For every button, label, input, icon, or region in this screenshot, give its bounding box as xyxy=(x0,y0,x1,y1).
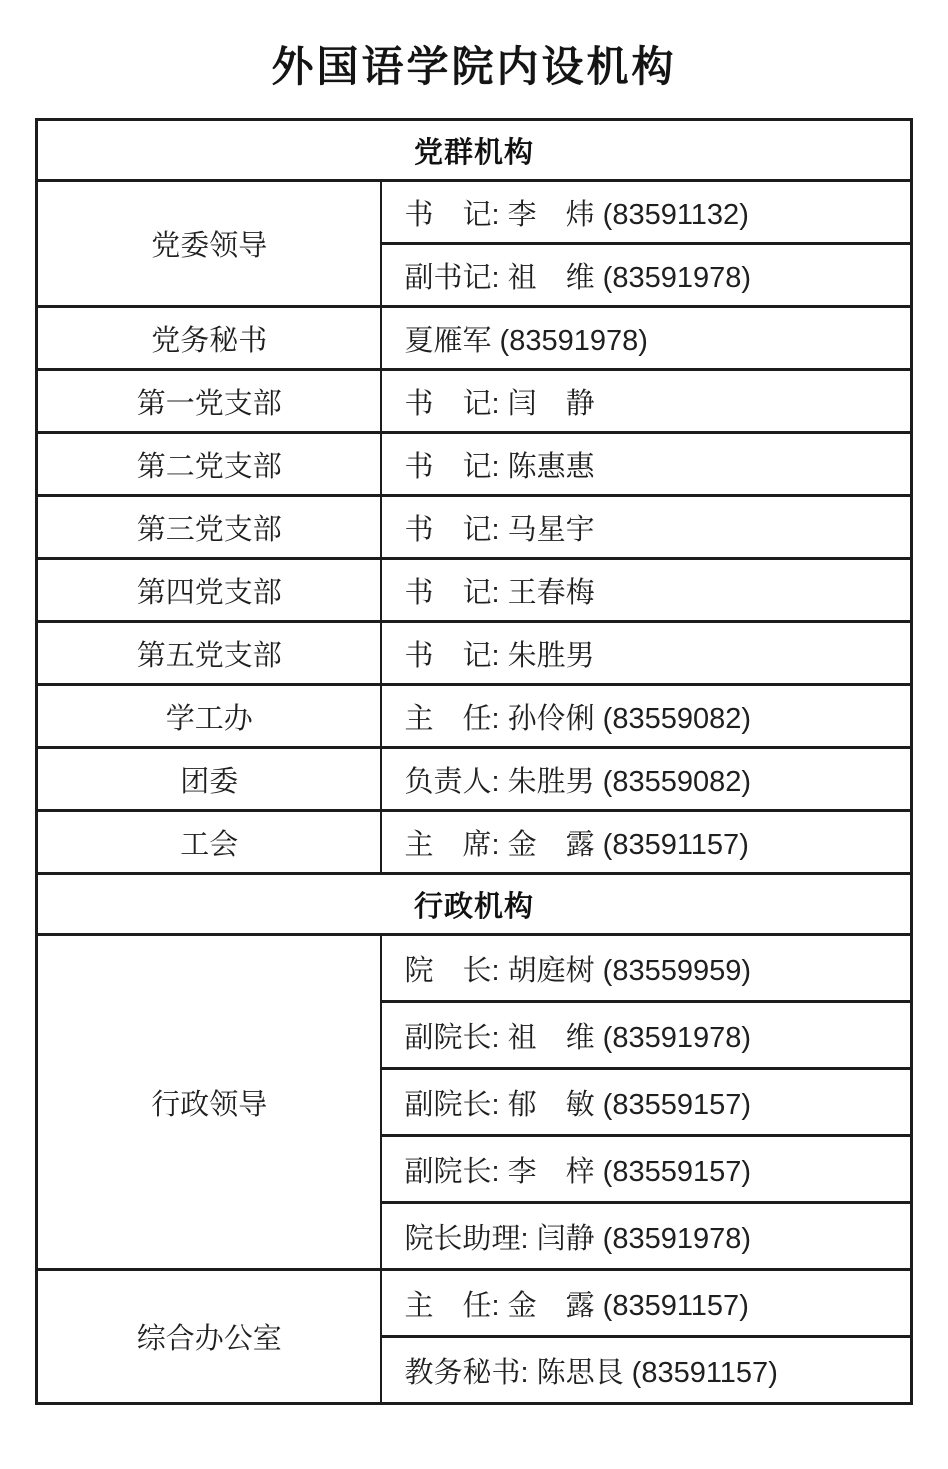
entry-cell: 负责人: 朱胜男 (83559082) xyxy=(381,748,911,811)
org-label-cell: 党务秘书 xyxy=(36,307,381,370)
org-label-cell: 第三党支部 xyxy=(36,496,381,559)
table-row xyxy=(36,181,911,244)
table-row xyxy=(36,1270,911,1337)
entry-cell: 教务秘书: 陈思艮 (83591157) xyxy=(381,1337,911,1404)
entry-cell: 院 长: 胡庭树 (83559959) xyxy=(381,935,911,1002)
org-label-cell: 工会 xyxy=(36,811,381,874)
org-label-cell: 学工办 xyxy=(36,685,381,748)
table-row xyxy=(36,685,911,748)
org-label-cell: 第二党支部 xyxy=(36,433,381,496)
org-label-cell: 综合办公室 xyxy=(36,1270,381,1404)
table-row xyxy=(36,496,911,559)
org-label-cell: 党委领导 xyxy=(36,181,381,307)
table-row xyxy=(36,307,911,370)
table-row xyxy=(36,433,911,496)
org-label-cell: 行政领导 xyxy=(36,935,381,1270)
entry-cell: 书 记: 李 炜 (83591132) xyxy=(381,181,911,244)
table-row xyxy=(36,935,911,1002)
page-title: 外国语学院内设机构 xyxy=(271,42,677,91)
table-row xyxy=(36,811,911,874)
table-row xyxy=(36,748,911,811)
org-table xyxy=(35,118,913,1405)
entry-cell: 院长助理: 闫静 (83591978) xyxy=(381,1203,911,1270)
section-header-row xyxy=(36,874,911,935)
section-header-admin: 行政机构 xyxy=(36,874,911,935)
entry-cell: 书 记: 马星宇 xyxy=(381,496,911,559)
table-row xyxy=(36,559,911,622)
entry-cell: 主 任: 金 露 (83591157) xyxy=(381,1270,911,1337)
entry-cell: 书 记: 陈惠惠 xyxy=(381,433,911,496)
entry-cell: 副院长: 祖 维 (83591978) xyxy=(381,1002,911,1069)
entry-cell: 夏雁军 (83591978) xyxy=(381,307,911,370)
entry-cell: 书 记: 闫 静 xyxy=(381,370,911,433)
org-label-cell: 第一党支部 xyxy=(36,370,381,433)
section-header-party: 党群机构 xyxy=(36,120,911,181)
org-label-cell: 第五党支部 xyxy=(36,622,381,685)
entry-cell: 主 任: 孙伶俐 (83559082) xyxy=(381,685,911,748)
entry-cell: 副书记: 祖 维 (83591978) xyxy=(381,244,911,307)
section-header-row xyxy=(36,120,911,181)
entry-cell: 副院长: 李 梓 (83559157) xyxy=(381,1136,911,1203)
entry-cell: 书 记: 朱胜男 xyxy=(381,622,911,685)
table-row xyxy=(36,370,911,433)
entry-cell: 主 席: 金 露 (83591157) xyxy=(381,811,911,874)
entry-cell: 书 记: 王春梅 xyxy=(381,559,911,622)
table-row xyxy=(36,622,911,685)
entry-cell: 副院长: 郁 敏 (83559157) xyxy=(381,1069,911,1136)
org-label-cell: 团委 xyxy=(36,748,381,811)
org-label-cell: 第四党支部 xyxy=(36,559,381,622)
